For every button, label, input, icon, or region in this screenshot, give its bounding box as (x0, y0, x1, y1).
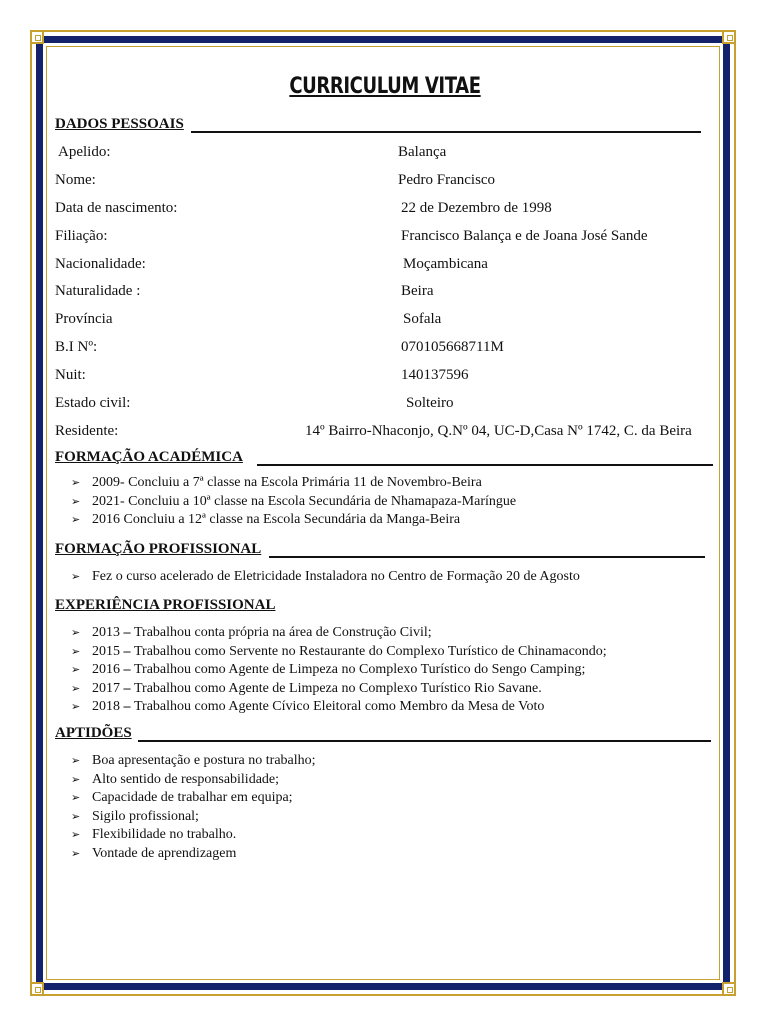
corner-ornament-bottom-right (722, 982, 736, 996)
personal-row (55, 228, 715, 248)
list-item-text: Capacidade de trabalhar em equipa; (92, 790, 293, 805)
experience-item (71, 624, 607, 643)
experience-item (71, 643, 607, 662)
experience-text: Trabalhou como Agente de Limpeza no Complexo Turístico Rio Savane. (134, 680, 542, 696)
experience-dash: – (120, 699, 134, 714)
field-value: Moçambicana (403, 256, 488, 272)
arrowhead-icon: ➢ (71, 700, 81, 713)
list-item (71, 752, 316, 771)
list-item-text: 2009- Concluiu a 7ª classe na Escola Primária 11 de Novembro-Beira (92, 475, 482, 490)
list-item-text: Vontade de aprendizagem (92, 845, 237, 861)
field-value: 140137596 (401, 367, 469, 383)
experience-item (71, 661, 607, 680)
field-label: Filiação: (55, 228, 108, 244)
heading-underline (138, 740, 711, 742)
field-value: 070105668711M (401, 339, 504, 355)
arrowhead-icon: ➢ (71, 626, 81, 639)
experience-item (71, 698, 607, 717)
personal-row (55, 256, 715, 276)
experience-dash: – (120, 662, 134, 677)
field-label: Residente: (55, 423, 119, 439)
experience-year: 2017 (92, 680, 120, 696)
personal-row (55, 367, 715, 387)
field-value: Pedro Francisco (398, 172, 496, 188)
academic-list (71, 474, 516, 530)
personal-row (55, 144, 715, 164)
corner-ornament-bottom-left (30, 982, 44, 996)
personal-row (55, 283, 715, 303)
field-value: 22 de Dezembro de 1998 (401, 200, 552, 216)
field-label: Província (55, 311, 113, 327)
list-item (71, 789, 316, 808)
personal-row (55, 339, 715, 359)
experience-text: Trabalhou como Agente de Limpeza no Complexo Turístico do Sengo Camping; (134, 662, 586, 677)
section-heading-aptidoes: APTIDÕES (55, 725, 132, 741)
field-value: Francisco Balança e de Joana José Sande (401, 228, 648, 244)
arrowhead-icon: ➢ (71, 644, 81, 658)
arrowhead-icon: ➢ (71, 754, 81, 767)
experience-text: Trabalhou conta própria na área de Construção Civil; (134, 625, 432, 640)
list-item-text: Boa apresentação e postura no trabalho; (92, 753, 316, 768)
field-value: 14º Bairro-Nhaconjo, Q.Nº 04, UC-D,Casa Nº 1742, C. da Beira (305, 423, 692, 439)
experience-text: Trabalhou como Servente no Restaurante do Complexo Turístico de Chinamacondo; (134, 643, 607, 659)
personal-row (55, 423, 715, 443)
list-item (71, 826, 316, 845)
field-label: Apelido: (58, 144, 111, 160)
corner-ornament-top-left (30, 30, 44, 44)
list-item-text: 2016 Concluiu a 12ª classe na Escola Secundária da Manga-Beira (92, 512, 461, 527)
list-item (71, 808, 316, 827)
experience-year: 2015 (92, 643, 120, 659)
field-label: B.I Nº: (55, 339, 98, 355)
arrowhead-icon: ➢ (71, 828, 81, 841)
experience-year: 2013 (92, 625, 120, 640)
field-value: Balança (398, 144, 447, 160)
experience-dash: – (120, 643, 134, 659)
list-item (71, 771, 316, 790)
field-value: Solteiro (406, 395, 454, 411)
skills-list (71, 752, 316, 863)
field-label: Nacionalidade: (55, 256, 146, 272)
personal-row (55, 395, 715, 415)
arrowhead-icon: ➢ (71, 663, 81, 676)
experience-year: 2018 (92, 699, 120, 714)
arrowhead-icon: ➢ (71, 681, 81, 695)
field-label: Data de nascimento: (55, 200, 178, 216)
arrowhead-icon: ➢ (71, 791, 81, 804)
arrowhead-icon: ➢ (71, 513, 81, 526)
field-label: Estado civil: (55, 395, 131, 411)
list-item (71, 511, 516, 530)
section-heading-dados-pessoais: DADOS PESSOAIS (55, 116, 184, 132)
list-item (71, 845, 316, 864)
personal-row (55, 200, 715, 220)
arrowhead-icon: ➢ (71, 570, 81, 583)
professional-training-list (71, 568, 580, 587)
experience-text: Trabalhou como Agente Cívico Eleitoral como Membro da Mesa de Voto (134, 699, 545, 714)
experience-dash: – (120, 680, 134, 696)
field-label: Naturalidade : (55, 283, 141, 299)
experience-list (71, 624, 607, 717)
arrowhead-icon: ➢ (71, 494, 81, 508)
section-heading-experiencia: EXPERIÊNCIA PROFISSIONAL (55, 597, 276, 613)
personal-row (55, 172, 715, 192)
page-title: CURRICULUM VITAE (289, 74, 481, 99)
list-item (71, 568, 580, 587)
heading-underline (269, 556, 705, 558)
field-value: Beira (401, 283, 434, 299)
experience-dash: – (120, 625, 134, 640)
personal-row (55, 311, 715, 331)
arrowhead-icon: ➢ (71, 809, 81, 823)
arrowhead-icon: ➢ (71, 846, 81, 860)
list-item (71, 474, 516, 493)
heading-underline (191, 131, 701, 133)
field-label: Nuit: (55, 367, 86, 383)
field-label: Nome: (55, 172, 96, 188)
list-item (71, 493, 516, 512)
arrowhead-icon: ➢ (71, 772, 81, 786)
heading-underline (257, 464, 713, 466)
field-value: Sofala (403, 311, 442, 327)
experience-item (71, 680, 607, 699)
list-item-text: Alto sentido de responsabilidade; (92, 771, 280, 787)
experience-year: 2016 (92, 662, 120, 677)
list-item-text: Flexibilidade no trabalho. (92, 827, 237, 842)
list-item-text: Fez o curso acelerado de Eletricidade Instaladora no Centro de Formação 20 de Agosto (92, 569, 580, 584)
list-item-text: Sigilo profissional; (92, 808, 199, 824)
corner-ornament-top-right (722, 30, 736, 44)
section-heading-formacao-profissional: FORMAÇÃO PROFISSIONAL (55, 541, 262, 557)
list-item-text: 2021- Concluiu a 10ª classe na Escola Secundária de Nhamapaza-Maríngue (92, 493, 517, 509)
section-heading-formacao-academica: FORMAÇÃO ACADÉMICA (55, 449, 243, 465)
arrowhead-icon: ➢ (71, 476, 81, 489)
